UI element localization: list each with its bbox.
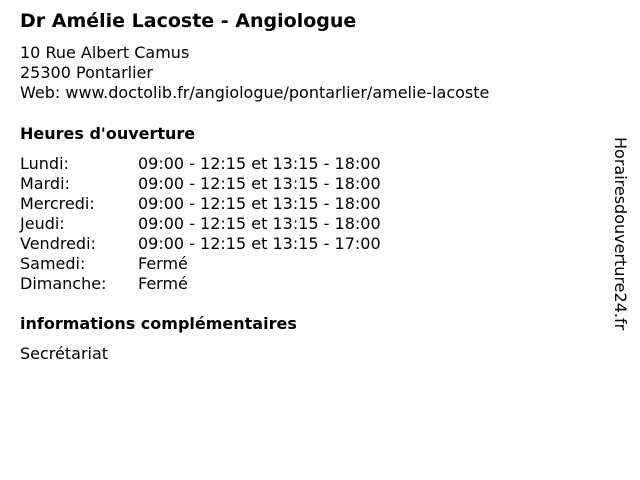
day-times: Fermé [138,274,188,293]
hours-row-wednesday [20,194,381,214]
day-label: Vendredi: [20,234,96,253]
day-times: 09:00 - 12:15 et 13:15 - 18:00 [138,154,381,173]
day-times: 09:00 - 12:15 et 13:15 - 18:00 [138,214,381,233]
day-label: Mardi: [20,174,70,193]
hours-row-monday [20,154,381,174]
day-label: Jeudi: [20,214,65,233]
hours-row-friday [20,234,381,254]
opening-hours-table [20,154,381,294]
website-line: Web: www.doctolib.fr/angiologue/pontarlier/amelie-lacoste [20,83,490,102]
day-times: 09:00 - 12:15 et 13:15 - 18:00 [138,194,381,213]
additional-info-text: Secrétariat [20,344,109,363]
opening-hours-heading: Heures d'ouverture [20,124,196,143]
hours-row-saturday [20,254,381,274]
site-watermark: Horairesdouverture24.fr [611,137,630,331]
address-street: 10 Rue Albert Camus [20,43,190,62]
address-city: 25300 Pontarlier [20,63,153,82]
day-label: Samedi: [20,254,86,273]
hours-row-tuesday [20,174,381,194]
day-times: Fermé [138,254,188,273]
day-label: Dimanche: [20,274,107,293]
page-title: Dr Amélie Lacoste - Angiologue [20,10,357,32]
address-block [20,43,489,103]
hours-row-sunday [20,274,381,294]
day-label: Lundi: [20,154,69,173]
hours-row-thursday [20,214,381,234]
day-label: Mercredi: [20,194,95,213]
day-times: 09:00 - 12:15 et 13:15 - 17:00 [138,234,381,253]
day-times: 09:00 - 12:15 et 13:15 - 18:00 [138,174,381,193]
additional-info-heading: informations complémentaires [20,314,297,333]
